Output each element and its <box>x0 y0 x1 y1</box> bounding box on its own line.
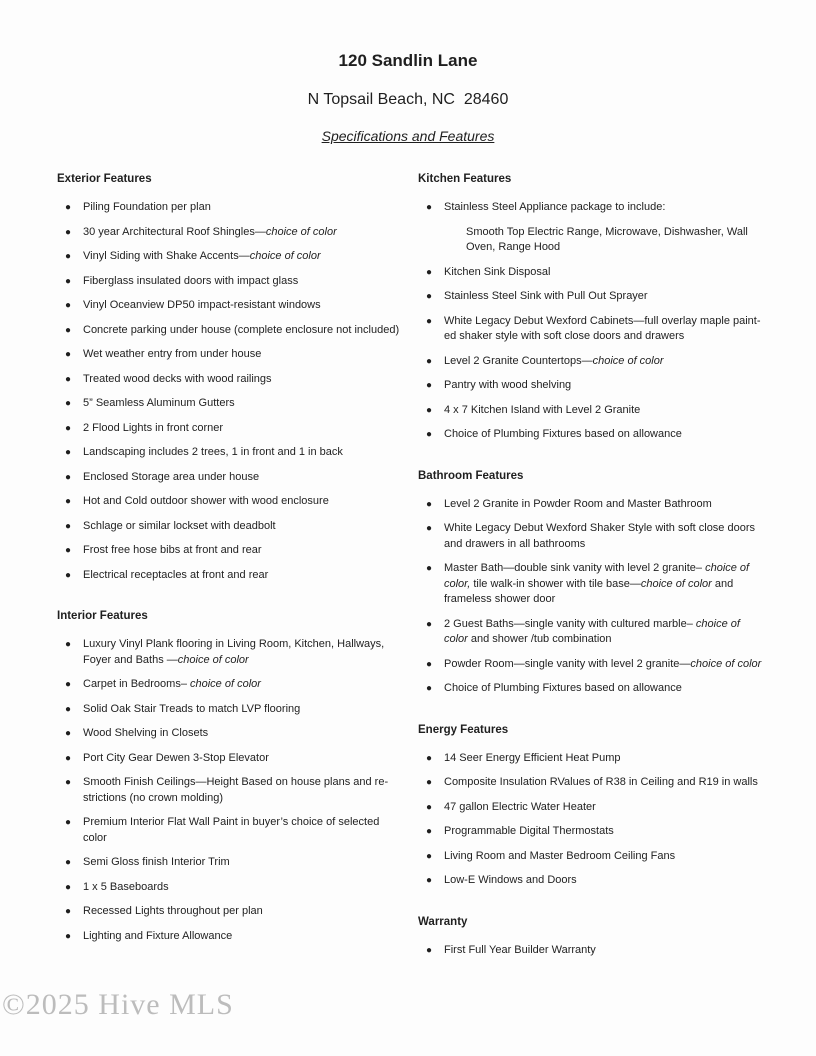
feature-item <box>57 929 409 945</box>
feature-text: 5” Seamless Aluminum Gutters <box>83 397 235 409</box>
feature-text: White Legacy Debut Wexford Shaker Style with soft close doors and drawers in all bathrooms <box>444 522 755 550</box>
feature-text: Smooth Finish Ceilings—Height Based on house plans and re- strictions (no crown molding) <box>83 776 389 804</box>
feature-item <box>57 726 409 742</box>
feature-text: 2 Guest Baths—single vanity with cultured marble– choice of color and shower /tub combination <box>444 617 740 645</box>
right-column <box>418 172 772 984</box>
feature-item <box>418 681 772 697</box>
feature-text: Fiberglass insulated doors with impact glass <box>83 274 299 287</box>
bullet-icon: ● <box>65 777 72 788</box>
feature-text: Carpet in Bedrooms– choice of color <box>83 678 261 690</box>
bullet-icon: ● <box>65 422 72 434</box>
bullet-icon: ● <box>65 226 72 238</box>
feature-item <box>57 347 409 363</box>
feature-item <box>418 657 772 673</box>
feature-text: 1 x 5 Baseboards <box>83 880 169 893</box>
feature-item <box>57 298 409 314</box>
bullet-icon: ● <box>65 569 72 581</box>
feature-text: Vinyl Siding with Shake Accents—choice of color <box>83 250 321 262</box>
bullet-icon: ● <box>426 523 433 534</box>
property-city-state-zip: N Topsail Beach, NC 28460 <box>307 91 509 108</box>
feature-item <box>418 354 772 370</box>
bullet-icon: ● <box>65 202 72 213</box>
section-exterior-features <box>57 172 409 583</box>
bullet-icon: ● <box>65 349 72 360</box>
feature-item <box>418 289 772 305</box>
feature-item <box>57 815 409 846</box>
feature-text: Powder Room—single vanity with level 2 granite—choice of color <box>444 657 762 670</box>
bullet-icon: ● <box>65 906 72 917</box>
feature-item <box>57 249 409 265</box>
feature-text: Semi Gloss finish Interior Trim <box>83 856 230 868</box>
feature-text: Stainless Steel Appliance package to include: <box>444 201 666 213</box>
feature-text: Kitchen Sink Disposal <box>444 265 551 278</box>
bullet-icon: ● <box>426 801 433 813</box>
left-column <box>57 172 409 970</box>
feature-item <box>418 200 772 216</box>
feature-item <box>57 677 409 693</box>
bullet-icon: ● <box>65 398 72 409</box>
bullet-icon: ● <box>65 752 72 764</box>
feature-item <box>57 421 409 437</box>
bullet-icon: ● <box>65 817 72 828</box>
feature-text: Premium Interior Flat Wall Paint in buyer’s choice of selected color <box>83 816 380 844</box>
bullet-icon: ● <box>65 471 72 483</box>
bullet-icon: ● <box>426 202 433 213</box>
feature-text: Hot and Cold outdoor shower with wood enclosure <box>83 495 329 507</box>
feature-text: 2 Flood Lights in front corner <box>83 421 224 434</box>
feature-item <box>418 521 772 552</box>
bullet-icon: ● <box>426 777 433 788</box>
bullet-icon: ● <box>426 875 433 886</box>
feature-item <box>57 200 409 216</box>
feature-columns <box>0 172 816 984</box>
feature-item <box>418 427 772 443</box>
document-heading: Specifications and Features <box>321 128 495 144</box>
bullet-icon: ● <box>65 373 72 385</box>
bullet-icon: ● <box>426 404 433 416</box>
feature-text: Electrical receptacles at front and rear <box>83 568 269 581</box>
feature-item <box>418 265 772 281</box>
feature-text: Level 2 Granite Countertops—choice of color <box>444 354 664 367</box>
feature-text: Smooth Top Electric Range, Microwave, Dishwasher, Wall Oven, Range Hood <box>466 225 748 253</box>
feature-item <box>418 849 772 865</box>
feature-item <box>57 274 409 290</box>
feature-text: Landscaping includes 2 trees, 1 in front and 1 in back <box>83 446 343 458</box>
bullet-icon: ● <box>65 703 72 715</box>
section-title: Energy Features <box>418 723 509 736</box>
feature-text: Concrete parking under house (complete enclosure not included) <box>83 323 400 336</box>
feature-text: Programmable Digital Thermostats <box>444 825 614 837</box>
section-bathroom-features <box>418 469 772 697</box>
section-interior-features <box>57 609 409 944</box>
feature-list <box>418 751 772 889</box>
feature-text: Schlage or similar lockset with deadbolt <box>83 519 276 532</box>
bullet-icon: ● <box>65 639 72 650</box>
feature-text: Stainless Steel Sink with Pull Out Sprayer <box>444 290 648 302</box>
feature-text: Level 2 Granite in Powder Room and Master Bathroom <box>444 497 712 510</box>
bullet-icon: ● <box>65 496 72 507</box>
bullet-icon: ● <box>65 300 72 311</box>
feature-item <box>418 873 772 889</box>
bullet-icon: ● <box>65 275 72 287</box>
feature-item <box>57 323 409 339</box>
bullet-icon: ● <box>65 728 72 739</box>
section-title: Bathroom Features <box>418 469 524 482</box>
feature-text: Port City Gear Dewen 3-Stop Elevator <box>83 751 269 764</box>
feature-text: Treated wood decks with wood railings <box>83 372 272 385</box>
feature-item <box>57 494 409 510</box>
feature-text: Living Room and Master Bedroom Ceiling Fans <box>444 849 676 862</box>
feature-item <box>418 800 772 816</box>
feature-item <box>418 314 772 345</box>
feature-item <box>57 904 409 920</box>
feature-text: Choice of Plumbing Fixtures based on allowance <box>444 682 682 694</box>
feature-item <box>418 561 772 608</box>
feature-item <box>57 445 409 461</box>
bullet-icon: ● <box>65 324 72 336</box>
bullet-icon: ● <box>426 618 433 630</box>
bullet-icon: ● <box>426 355 433 367</box>
feature-text: Recessed Lights throughout per plan <box>83 905 263 917</box>
feature-text: Frost free hose bibs at front and rear <box>83 544 262 556</box>
feature-text: 14 Seer Energy Efficient Heat Pump <box>444 751 621 764</box>
section-title: Interior Features <box>57 610 148 622</box>
bullet-icon: ● <box>426 658 433 670</box>
feature-item <box>418 617 772 648</box>
feature-item <box>418 497 772 513</box>
feature-list <box>418 943 772 959</box>
property-address: 120 Sandlin Lane <box>338 51 478 70</box>
section-title: Warranty <box>418 915 468 928</box>
feature-item <box>57 751 409 767</box>
feature-item <box>57 225 409 241</box>
feature-item <box>57 702 409 718</box>
feature-item <box>57 855 409 871</box>
feature-text: Wet weather entry from under house <box>83 348 262 360</box>
feature-item <box>418 943 772 959</box>
feature-list <box>57 200 409 583</box>
section-warranty <box>418 915 772 959</box>
feature-item <box>57 543 409 559</box>
bullet-icon: ● <box>426 752 433 764</box>
feature-item <box>418 751 772 767</box>
feature-text: First Full Year Builder Warranty <box>444 943 596 956</box>
bullet-icon: ● <box>426 266 433 278</box>
section-title: Exterior Features <box>57 173 152 185</box>
feature-list <box>418 200 772 443</box>
feature-text: Vinyl Oceanview DP50 impact-resistant windows <box>83 299 321 311</box>
feature-text: 47 gallon Electric Water Heater <box>444 800 596 813</box>
feature-text: Solid Oak Stair Treads to match LVP flooring <box>83 702 301 715</box>
feature-text: Luxury Vinyl Plank flooring in Living Room, Kitchen, Hallways, Foyer and Baths —choice of color <box>83 638 385 666</box>
feature-text: Low-E Windows and Doors <box>444 874 577 886</box>
bullet-icon: ● <box>65 930 72 942</box>
bullet-icon: ● <box>65 447 72 458</box>
feature-text: Lighting and Fixture Allowance <box>83 929 233 942</box>
feature-text: Piling Foundation per plan <box>83 201 211 213</box>
bullet-icon: ● <box>65 251 72 262</box>
feature-item <box>57 396 409 412</box>
bullet-icon: ● <box>426 683 433 694</box>
feature-text: White Legacy Debut Wexford Cabinets—full overlay maple paint- ed shaker style with soft close doors and drawers <box>444 314 761 342</box>
bullet-icon: ● <box>426 380 433 391</box>
bullet-icon: ● <box>426 291 433 302</box>
bullet-icon: ● <box>426 315 433 327</box>
feature-item <box>57 470 409 486</box>
bullet-icon: ● <box>426 429 433 440</box>
section-energy-features <box>418 723 772 889</box>
feature-list <box>57 637 409 944</box>
feature-text: Choice of Plumbing Fixtures based on allowance <box>444 428 682 440</box>
bullet-icon: ● <box>426 498 433 510</box>
bullet-icon: ● <box>426 850 433 862</box>
feature-item <box>57 880 409 896</box>
feature-item <box>57 568 409 584</box>
bullet-icon: ● <box>65 520 72 532</box>
feature-item <box>418 403 772 419</box>
feature-item <box>57 637 409 668</box>
feature-subitem <box>418 225 772 256</box>
feature-item <box>418 378 772 394</box>
feature-text: 30 year Architectural Roof Shingles—choice of color <box>83 225 337 238</box>
bullet-icon: ● <box>65 857 72 868</box>
bullet-icon: ● <box>65 545 72 556</box>
mls-copyright-watermark: ©2025 Hive MLS <box>2 988 234 1021</box>
feature-text: Pantry with wood shelving <box>444 379 572 391</box>
feature-text: 4 x 7 Kitchen Island with Level 2 Granite <box>444 403 641 416</box>
feature-item <box>57 775 409 806</box>
feature-item <box>57 372 409 388</box>
feature-item <box>418 775 772 791</box>
feature-text: Composite Insulation RValues of R38 in Ceiling and R19 in walls <box>444 776 758 788</box>
bullet-icon: ● <box>426 944 433 956</box>
feature-text: Wood Shelving in Closets <box>83 727 209 739</box>
feature-text: Master Bath—double sink vanity with level 2 granite– choice of color, tile walk-in shower with tile base—choice of color and frameless shower door <box>444 562 750 605</box>
section-title: Kitchen Features <box>418 173 512 185</box>
bullet-icon: ● <box>65 881 72 893</box>
bullet-icon: ● <box>426 563 433 574</box>
feature-item <box>418 824 772 840</box>
bullet-icon: ● <box>65 679 72 690</box>
bullet-icon: ● <box>426 826 433 837</box>
feature-list <box>418 497 772 697</box>
feature-item <box>57 519 409 535</box>
section-kitchen-features <box>418 172 772 443</box>
feature-text: Enclosed Storage area under house <box>83 470 260 483</box>
